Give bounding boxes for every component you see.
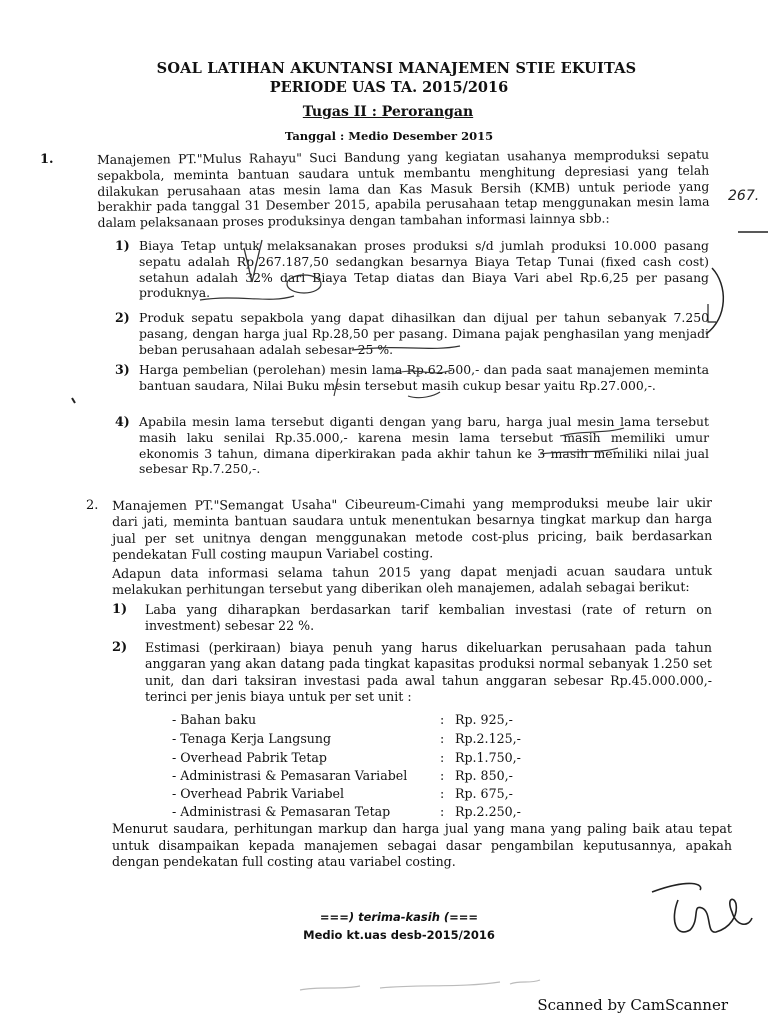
cost-name: - Bahan baku	[172, 712, 257, 727]
thank-you-line: ===) terima-kasih (===	[319, 910, 479, 924]
stray-mark	[72, 398, 75, 403]
q2-item-1-number: 1)	[112, 602, 128, 617]
question-1-number: 1.	[40, 152, 54, 167]
cost-row	[172, 731, 572, 748]
q1-item-4-number: 4)	[115, 414, 130, 429]
question-1-intro: Manajemen PT."Mulus Rahayu" Suci Bandung yang kegiatan usahanya memproduksi sepatu sepakbola, meminta bantuan saudara untuk membantu menghitung depresiasi yang telah dilakukan perusahaan atas mesin lama dan Kas Masuk Bersih (KMB) untuk periode yang berakhir pada tanggal 31 Desember 2015, apabila perusahaan tetap menggunakan mesin lama dalam pelaksanaan proses produksinya dengan tambahan informasi lainnya sbb.:	[97, 146, 710, 231]
question-2-closing: Menurut saudara, perhitungan markup dan harga jual yang mana yang paling baik atau tepat untuk disampaikan kepada manajemen sebagai dasar pengambilan keputusannya, apakah dengan pendekatan full costing atau variabel costing.	[112, 821, 732, 869]
cost-row	[172, 768, 572, 785]
q2-item-1-text: Laba yang diharapkan berdasarkan tarif kembalian investasi (rate of return on investment) sebesar 22 %.	[145, 602, 712, 634]
cost-value: Rp. 675,-	[455, 786, 513, 801]
cost-name: - Overhead Pabrik Tetap	[172, 750, 327, 765]
q2-item-2-text: Estimasi (perkiraan) biaya penuh yang harus dikeluarkan perusahaan pada tahun anggaran yang akan datang pada tingkat kapasitas produksi normal sebanyak 1.250 set unit, dan dari taksiran investasi pada awal tahun anggaran sebesar Rp.45.000.000,- terinci per jenis biaya untuk per set unit :	[145, 640, 712, 704]
q1-item-1-text: Biaya Tetap untuk melaksanakan proses produksi s/d jumlah produksi 10.000 pasang sepatu adalah Rp.267.187,50 sedangkan besarnya Biaya Tetap Tunai (fixed cash cost) setahun adalah 32% dari Biaya Tetap diatas dan Biaya Vari abel Rp.6,25 per pasang produknya.	[139, 238, 709, 301]
signature-stroke	[652, 883, 752, 932]
cost-row	[172, 712, 572, 729]
cost-row	[172, 804, 572, 821]
q2-item-2-number: 2)	[112, 640, 128, 655]
cost-row	[172, 750, 572, 767]
bracket-small	[708, 304, 716, 322]
cost-name: - Administrasi & Pemasaran Variabel	[172, 768, 408, 783]
exam-title: SOAL LATIHAN AKUNTANSI MANAJEMEN STIE EKUITAS	[156, 60, 637, 77]
signature-line: Medio kt.uas desb-2015/2016	[303, 928, 495, 942]
q1-item-2-number: 2)	[115, 310, 130, 325]
cost-colon: :	[440, 768, 445, 783]
question-2-number: 2.	[86, 498, 99, 513]
cost-value: Rp. 850,-	[455, 768, 513, 783]
cost-colon: :	[440, 786, 445, 801]
task-heading: Tugas II : Perorangan	[302, 104, 474, 120]
q1-item-3-text: Harga pembelian (perolehan) mesin lama Rp.62.500,- dan pada saat manajemen meminta bantuan saudara, Nilai Buku mesin tersebut masih cukup besar yaitu Rp.27.000,-.	[139, 362, 709, 393]
cost-value: Rp.2.125,-	[455, 731, 521, 746]
pencil-remnant	[300, 980, 540, 990]
handwritten-margin-note: 267.	[728, 188, 760, 204]
question-2-intro: Manajemen PT."Semangat Usaha" Cibeureum-Cimahi yang memproduksi meube lair ukir dari jati, meminta bantuan saudara untuk menentukan besarnya tingkat markup dan harga jual per set unitnya dengan menggunakan metode cost-plus pricing, baik berdasarkan pendekatan Full costing maupun Variabel costing.	[112, 494, 713, 562]
q1-item-2-text: Produk sepatu sepakbola yang dapat dihasilkan dan dijual per tahun sebanyak 7.250 pasang, dengan harga jual Rp.28,50 per pasang. Dimana pajak penghasilan yang menjadi beban perusahaan adalah sebesar 25 %.	[139, 310, 709, 357]
q1-item-1-number: 1)	[115, 238, 130, 253]
cost-value: Rp.2.250,-	[455, 804, 521, 819]
cost-name: - Tenaga Kerja Langsung	[172, 731, 332, 746]
cost-value: Rp. 925,-	[455, 712, 513, 727]
q1-item-3-number: 3)	[115, 362, 130, 377]
cost-row	[172, 786, 572, 803]
question-2-data-intro: Adapun data informasi selama tahun 2015 yang dapat menjadi acuan saudara untuk melakukan perhitungan tersebut yang diberikan oleh manajemen, adalah sebagai berikut:	[112, 562, 713, 598]
exam-period: PERIODE UAS TA. 2015/2016	[269, 79, 509, 96]
cost-name: - Overhead Pabrik Variabel	[172, 786, 345, 801]
exam-date: Tanggal : Medio Desember 2015	[284, 129, 494, 143]
cost-value: Rp.1.750,-	[455, 750, 521, 765]
cost-colon: :	[440, 750, 445, 765]
cost-colon: :	[440, 712, 445, 727]
cost-colon: :	[440, 731, 445, 746]
cost-colon: :	[440, 804, 445, 819]
cost-name: - Administrasi & Pemasaran Tetap	[172, 804, 391, 819]
q1-item-4-text: Apabila mesin lama tersebut diganti dengan yang baru, harga jual mesin lama tersebut masih laku senilai Rp.35.000,- karena mesin lama tersebut masih memiliki umur ekonomis 3 tahun, dimana diperkirakan pada akhir tahun ke 3 masih memiliki nilai jual sebesar Rp.7.250,-.	[139, 414, 709, 477]
scanner-watermark: Scanned by CamScanner	[537, 996, 728, 1014]
